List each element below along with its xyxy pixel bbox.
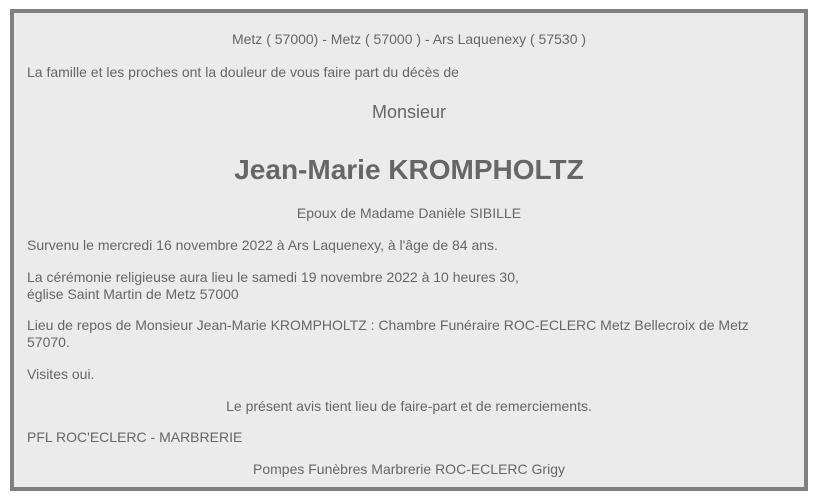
obituary-notice: [10, 9, 808, 491]
locations-line: Metz ( 57000) - Metz ( 57000 ) - Ars Laquenexy ( 57530 ): [231, 31, 587, 47]
deceased-name: Jean-Marie KROMPHOLTZ: [234, 154, 584, 185]
pfl-line: PFL ROC'ECLERC - MARBRERIE: [27, 429, 243, 445]
thanks-line: Le présent avis tient lieu de faire-part et de remerciements.: [226, 398, 592, 414]
visits-line: Visites oui.: [27, 366, 95, 382]
spouse-line: Epoux de Madame Danièle SIBILLE: [296, 205, 522, 221]
death-line: Survenu le mercredi 16 novembre 2022 à Ars Laquenexy, à l'âge de 84 ans.: [27, 237, 498, 253]
intro-line: La famille et les proches ont la douleur de vous faire part du décès de: [27, 64, 459, 80]
ceremony-line-1: La cérémonie religieuse aura lieu le samedi 19 novembre 2022 à 10 heures 30,: [27, 269, 519, 285]
honorific-title: Monsieur: [371, 102, 447, 122]
funeral-home-line: Pompes Funèbres Marbrerie ROC-ECLERC Grigy: [253, 461, 565, 477]
rest-location-text: [27, 317, 793, 351]
ceremony-line-2: église Saint Martin de Metz 57000: [27, 286, 239, 302]
rest-line-1: Lieu de repos de Monsieur Jean-Marie KROMPHOLTZ : Chambre Funéraire ROC-ECLERC Metz Bellecroix de Metz: [27, 317, 749, 333]
ceremony-text: [27, 269, 793, 303]
rest-line-2: 57070.: [27, 334, 70, 350]
